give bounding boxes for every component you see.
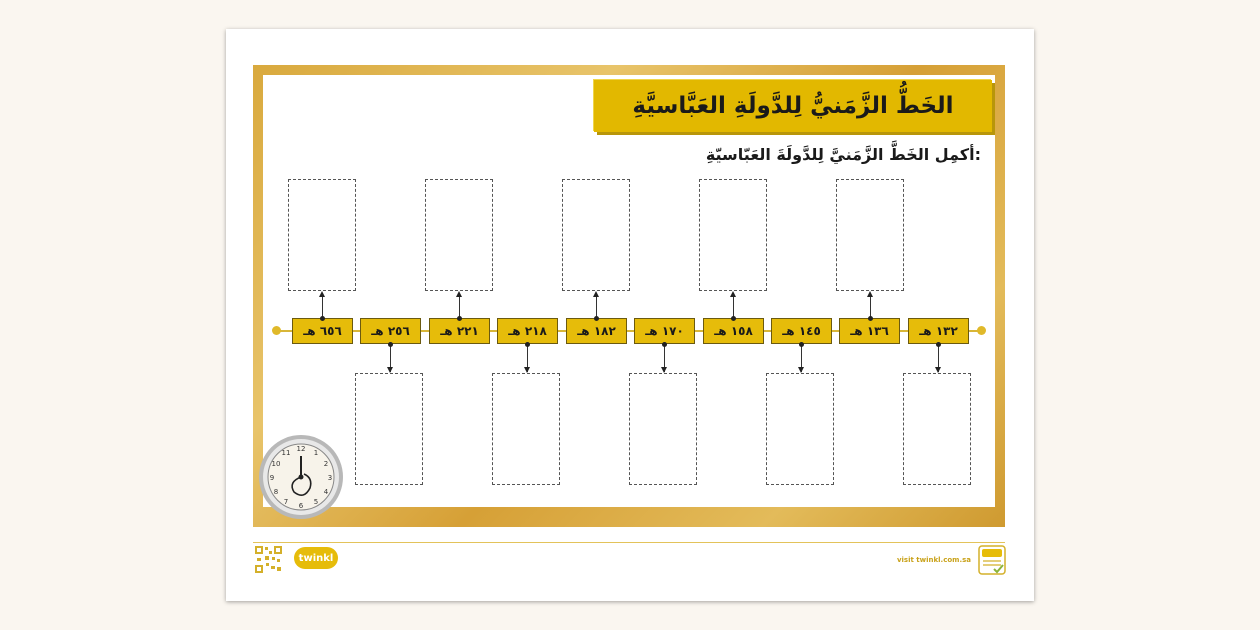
svg-text:3: 3 [327,474,333,482]
title-banner [594,80,992,132]
answer-box-upper[interactable] [699,179,767,291]
svg-text:9: 9 [269,474,275,482]
arrow-up-icon [456,291,462,297]
quality-badge-icon [978,545,1006,575]
svg-text:11: 11 [281,449,291,457]
worksheet-page [226,29,1034,601]
timeline-date: ١٨٢ هـ [566,318,627,344]
connector-dot [388,342,393,347]
connector-dot [868,316,873,321]
qr-code-icon[interactable] [254,545,283,574]
timeline-date: ١٣٢ هـ [908,318,969,344]
timeline-date: ١٤٥ هـ [771,318,832,344]
answer-box-upper[interactable] [425,179,493,291]
connector-dot [662,342,667,347]
svg-text:10: 10 [271,460,281,468]
timeline-date: ١٧٠ هـ [634,318,695,344]
timeline-date: ٢٢١ هـ [429,318,490,344]
answer-box-upper[interactable] [562,179,630,291]
arrow-up-icon [319,291,325,297]
svg-text:7: 7 [283,498,289,506]
answer-box-lower[interactable] [355,373,423,485]
connector-dot [594,316,599,321]
timeline-date: ٢١٨ هـ [497,318,558,344]
timeline-date: ١٣٦ هـ [839,318,900,344]
website-link[interactable]: visit twinkl.com.sa [896,556,971,564]
timeline-date: ٢٥٦ هـ [360,318,421,344]
svg-text:5: 5 [313,498,319,506]
timeline-date: ٦٥٦ هـ [292,318,353,344]
connector-dot [525,342,530,347]
connector-dot [799,342,804,347]
arrow-up-icon [593,291,599,297]
answer-box-upper[interactable] [288,179,356,291]
answer-box-lower[interactable] [629,373,697,485]
footer-divider [253,542,1005,543]
connector-dot [320,316,325,321]
timeline-date: ١٥٨ هـ [703,318,764,344]
instruction-text: أكمِل الخَطَّ الزَّمَنيَّ لِلدَّولَةَ العَبّاسيّةِ: [705,145,981,164]
clock-icon [258,434,344,520]
answer-box-lower[interactable] [903,373,971,485]
svg-text:4: 4 [323,488,329,496]
connector-dot [457,316,462,321]
page-title: الخَطُّ الزَّمَنيُّ لِلدَّولَةِ العَبَّاسيَّةِ [632,93,954,119]
timeline-end-dot-right [977,326,986,335]
connector-dot [731,316,736,321]
answer-box-lower[interactable] [492,373,560,485]
answer-box-upper[interactable] [836,179,904,291]
twinkl-logo[interactable]: twinkl [294,547,338,569]
timeline-end-dot-left [272,326,281,335]
arrow-up-icon [867,291,873,297]
svg-text:1: 1 [313,449,319,457]
svg-text:2: 2 [323,460,329,468]
svg-text:12: 12 [296,445,306,453]
svg-text:6: 6 [298,502,304,510]
connector-dot [936,342,941,347]
arrow-up-icon [730,291,736,297]
answer-box-lower[interactable] [766,373,834,485]
svg-text:8: 8 [273,488,279,496]
